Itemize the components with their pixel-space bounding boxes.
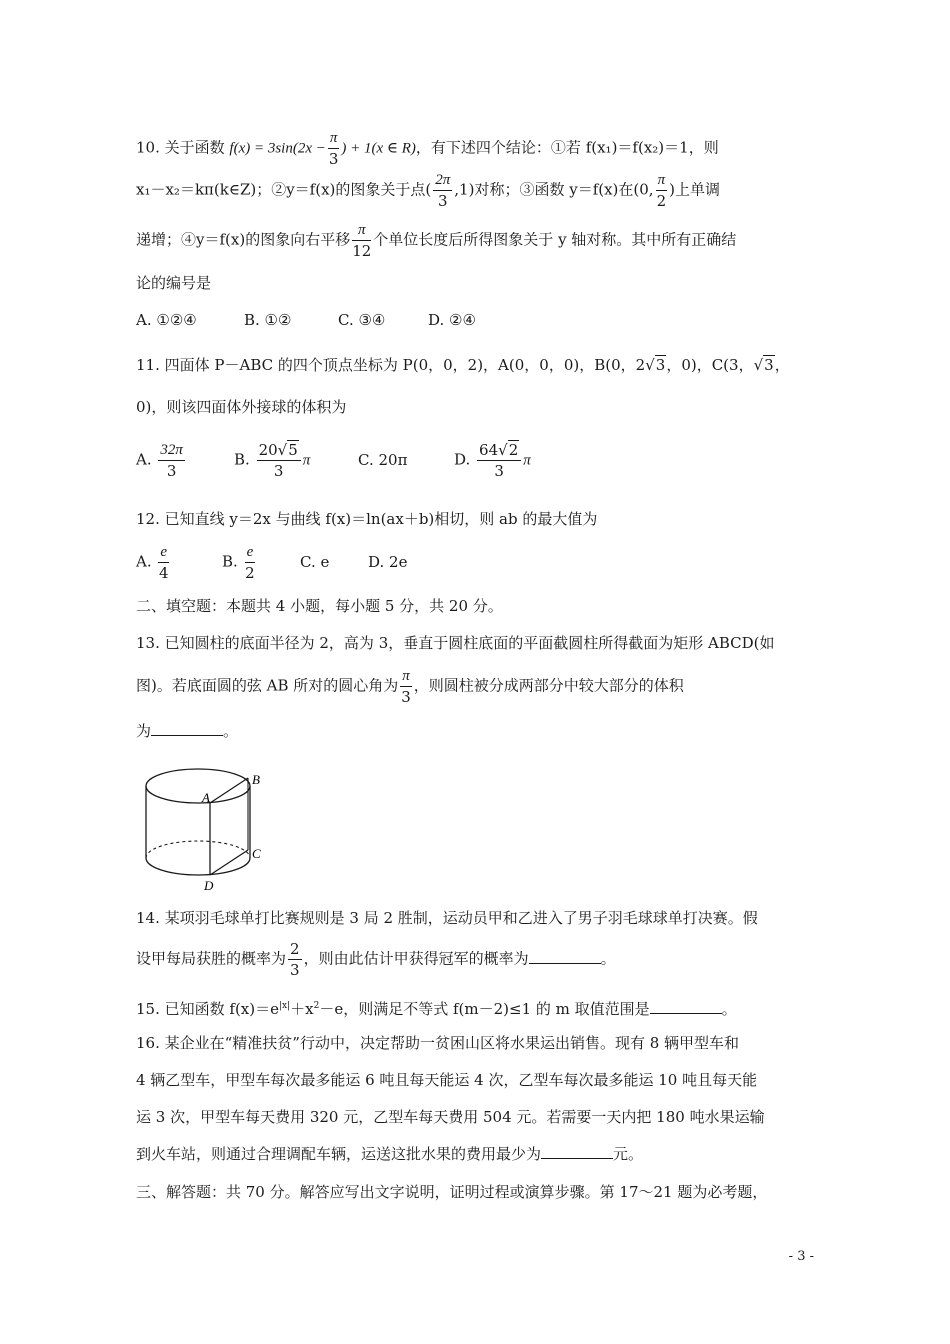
q11-line1: 11. 四面体 P－ABC 的四个顶点坐标为 P(0，0，2)，A(0，0，0)，B(0，2√3，0)，C(3，√3， [136, 356, 790, 374]
section-text: 三、解答题：共 70 分。解答应写出文字说明，证明过程或演算步骤。第 17～21 题为必考题， [136, 1183, 768, 1201]
pi: π [302, 452, 311, 469]
frac-den: 12 [352, 242, 372, 260]
q10-formula-end: ) + 1(x ∈ R) [341, 140, 416, 157]
sqrt-3: 3 [764, 356, 774, 374]
pi: π [523, 452, 531, 469]
q15-text: 15. 已知函数 f(x)＝e [136, 1000, 279, 1018]
frac-num: π [400, 666, 412, 687]
q14-text: 设甲每局获胜的概率为 [136, 949, 287, 968]
q10-fraction-2pi-3 [433, 170, 452, 211]
frac-num: e [245, 542, 256, 563]
q11-text: 11. 四面体 P－ABC 的四个顶点坐标为 P(0，0，2)，A(0，0，0)，B(0，2 [136, 356, 646, 374]
frac-den: 3 [401, 688, 411, 706]
answer-blank [541, 1144, 613, 1159]
q16-text: 到火车站，则通过合理调配车辆，运送这批水果的费用最少为 [136, 1145, 542, 1163]
section3-heading [136, 1182, 767, 1202]
q10-fraction-pi-3 [328, 128, 340, 169]
q12-choice-b [222, 542, 300, 583]
q10-fraction-pi-12 [352, 220, 371, 261]
q13-text: 。 [223, 722, 239, 740]
frac-den: 3 [494, 462, 504, 480]
q16-text: 元。 [613, 1145, 644, 1163]
q13-line3 [136, 721, 238, 741]
q11-line2 [136, 397, 346, 417]
q14-text: 。 [600, 949, 616, 968]
label-a: A [202, 790, 210, 805]
q11-choice-c: C. 20π [358, 450, 408, 469]
choice-label: A. [136, 552, 152, 571]
q16-line3 [136, 1107, 765, 1127]
q10-text: 递增；④y＝f(x)的图象向右平移 [136, 230, 351, 249]
section-text: 二、填空题：本题共 4 小题，每小题 5 分，共 20 分。 [136, 597, 503, 615]
q10-choice-b: B. ①② [244, 311, 292, 329]
q11-text: ，0)，C(3， [666, 356, 754, 374]
fraction-pi-3 [400, 666, 412, 707]
fraction [477, 440, 521, 481]
q11-choices [136, 440, 531, 481]
num-pre: 64 [479, 441, 499, 459]
frac-num: 20√5 [257, 440, 301, 461]
q10-text: ,1)对称；③函数 y＝f(x)在(0, [454, 180, 654, 199]
frac-num: 64√2 [477, 440, 521, 461]
q10-text: 论的编号是 [136, 274, 212, 292]
q13-line2 [136, 666, 684, 707]
sqrt-2: 2 [508, 441, 519, 459]
choice-label: B. [222, 552, 238, 571]
q13-text: ，则圆柱被分成两部分中较大部分的体积 [413, 676, 684, 695]
superscript: |x| [278, 1001, 291, 1011]
q16-line2 [136, 1070, 757, 1090]
choice-label: B. [234, 450, 250, 469]
q10-text: 10. 关于函数 [136, 138, 230, 157]
q11-choice-a [136, 440, 234, 481]
q10-choices [136, 310, 476, 330]
fraction [158, 440, 185, 481]
q13-text: 为 [136, 722, 152, 740]
q15-text: 。 [721, 1000, 737, 1018]
frac-den: 3 [328, 150, 339, 168]
q10-line1 [136, 128, 719, 169]
frac-num: 2 [290, 940, 300, 958]
q15-line1 [136, 996, 737, 1019]
q14-line2 [136, 939, 616, 980]
q14-text: ，则由此估计甲获得冠军的概率为 [303, 949, 529, 968]
label-d: D [204, 878, 214, 893]
superscript: 2 [313, 1001, 320, 1011]
q12-choice-d: D. 2e [368, 552, 408, 571]
q11-text: ， [774, 356, 790, 374]
frac-num: π [328, 128, 340, 149]
choice-label: D. [454, 450, 471, 469]
q10-fraction-pi-2 [656, 170, 668, 211]
q13-text: 图)。若底面圆的弦 AB 所对的圆心角为 [136, 676, 399, 695]
q14-line1 [136, 908, 758, 928]
q10-line4 [136, 273, 211, 293]
q12-choices [136, 542, 407, 583]
frac-num: e [158, 542, 169, 563]
answer-blank [529, 949, 601, 964]
q12-choice-a [136, 542, 222, 583]
q10-choice-a: A. ①②④ [136, 311, 197, 329]
label-c: C [252, 846, 261, 861]
cylinder-figure [136, 758, 276, 898]
frac-num: 32π [158, 440, 185, 461]
q11-text: 0)，则该四面体外接球的体积为 [136, 398, 347, 416]
frac-num: π [656, 170, 668, 191]
q12-text: 12. 已知直线 y＝2x 与曲线 f(x)＝ln(ax＋b)相切，则 ab 的最大值为 [136, 510, 598, 528]
q10-line3 [136, 220, 736, 261]
fraction-2-3 [288, 939, 302, 980]
q10-choice-c: C. ③④ [338, 311, 386, 329]
frac-den: 3 [290, 961, 300, 979]
num-pre: 20 [258, 441, 278, 459]
frac-den: 3 [273, 462, 284, 480]
fraction [257, 440, 301, 481]
q15-text: －e，则满足不等式 f(m－2)≤1 的 m 取值范围是 [319, 1000, 650, 1018]
page-number: - 3 - [788, 1249, 814, 1264]
q11-choice-d [454, 440, 531, 481]
q16-text: 4 辆乙型车，甲型车每次最多能运 6 吨且每天能运 4 次，乙型车每次最多能运 10 吨且每天能 [136, 1071, 758, 1089]
q14-text: 14. 某项羽毛球单打比赛规则是 3 局 2 胜制，运动员甲和乙进入了男子羽毛球球单打决赛。假 [136, 909, 758, 927]
q13-line1 [136, 633, 775, 653]
q12-choice-c: C. e [300, 552, 330, 571]
frac-den: 3 [438, 192, 448, 210]
frac-num: 2π [433, 170, 452, 191]
frac-den: 2 [656, 192, 667, 210]
frac-den: 2 [245, 564, 255, 582]
q10-text: )上单调 [669, 180, 720, 199]
q11-choice-b [234, 440, 358, 481]
sqrt-3: 3 [655, 356, 666, 374]
frac-den: 3 [166, 462, 177, 480]
q12-stem [136, 509, 597, 529]
q10-choice-d: D. ②④ [428, 311, 476, 329]
q15-text: ＋x [290, 1000, 314, 1018]
choice-label: A. [136, 450, 152, 469]
fraction [158, 542, 169, 583]
q10-text: 个单位长度后所得图象关于 y 轴对称。其中所有正确结 [373, 230, 737, 249]
q16-line1 [136, 1033, 739, 1053]
frac-num: π [352, 220, 371, 241]
frac-den: 4 [158, 564, 169, 582]
sqrt-5: 5 [288, 441, 298, 459]
answer-blank [151, 721, 223, 736]
fraction [245, 542, 256, 583]
q10-text: ，有下述四个结论：①若 f(x₁)＝f(x₂)＝1，则 [415, 138, 719, 157]
label-b: B [252, 772, 260, 787]
q10-formula: f(x) = 3sin(2x − [229, 140, 326, 157]
q16-text: 16. 某企业在“精准扶贫”行动中，决定帮助一贫困山区将水果运出销售。现有 8 辆甲型车和 [136, 1034, 740, 1052]
q10-text: x₁－x₂＝kπ(k∈Z)；②y＝f(x)的图象关于点( [136, 180, 432, 199]
q16-line4 [136, 1144, 643, 1164]
q13-text: 13. 已知圆柱的底面半径为 2，高为 3，垂直于圆柱底面的平面截圆柱所得截面为矩形 ABCD(如 [136, 634, 775, 652]
section2-heading [136, 596, 503, 616]
q16-text: 运 3 次，甲型车每天费用 320 元，乙型车每天费用 504 元。若需要一天内把 180 吨水果运输 [136, 1108, 765, 1126]
answer-blank [650, 999, 722, 1014]
q10-line2 [136, 170, 720, 211]
